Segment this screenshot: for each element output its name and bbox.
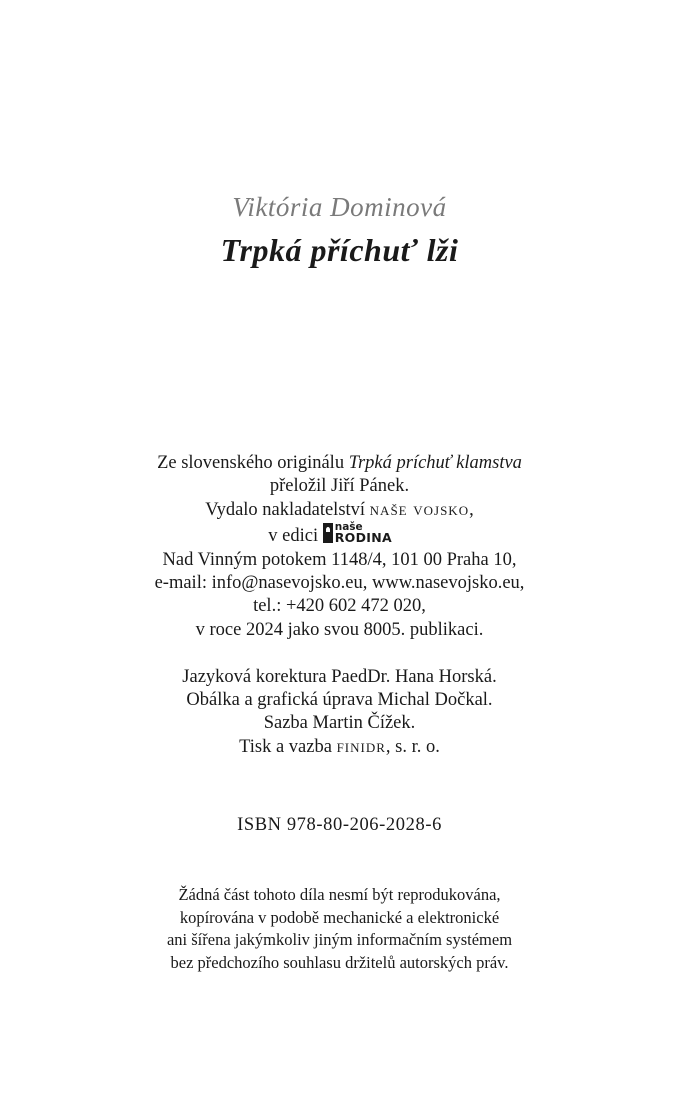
isbn: ISBN 978-80-206-2028-6: [237, 815, 442, 835]
original-line: [0, 452, 679, 475]
rights-line: bez předchozího souhlasu držitelů autorských práv.: [170, 952, 509, 972]
year-line: v roce 2024 jako svou 8005. publikaci.: [195, 619, 484, 640]
rights-line: kopírována v podobě mechanické a elektronické: [179, 907, 500, 927]
logo-mark-icon: [323, 523, 333, 543]
typesetting-line: Sazba Martin Čížek.: [263, 713, 416, 734]
edition-line: [0, 522, 679, 548]
rights-notice: [0, 884, 679, 974]
author-name: Viktória Dominová: [232, 192, 447, 222]
printer-name: finidr: [336, 736, 386, 757]
print-line: [0, 736, 679, 759]
publisher-name: naše vojsko: [369, 499, 470, 520]
original-title: Trpká príchuť klamstva: [348, 453, 522, 473]
rights-line: ani šířena jakýmkoliv jiným informačním systémem: [166, 930, 513, 950]
phone-line: tel.: +420 602 472 020,: [253, 596, 426, 617]
proofreading-line: Jazyková korektura PaedDr. Hana Horská.: [182, 666, 497, 687]
original-prefix: Ze slovenského originálu: [157, 453, 349, 473]
contact-line: e-mail: info@nasevojsko.eu, www.nasevojsko.eu,: [154, 573, 525, 594]
print-prefix: Tisk a vazba: [239, 736, 337, 757]
cover-line: Obálka a grafická úprava Michal Dočkal.: [186, 690, 493, 711]
edition-prefix: v edici: [268, 526, 323, 547]
address-line: Nad Vinným potokem 1148/4, 101 00 Praha 10,: [162, 549, 517, 570]
logo-line-1: naše: [334, 521, 363, 534]
translator-line: přeložil Jiří Pánek.: [269, 476, 410, 497]
colophon: [0, 452, 679, 759]
rights-line: Žádná část tohoto díla nesmí být reprodukována,: [178, 885, 501, 904]
nase-rodina-logo: [323, 522, 411, 544]
logo-line-2: RODINA: [334, 530, 392, 546]
publisher-line: [0, 499, 679, 522]
print-suffix: , s. r. o.: [385, 736, 440, 757]
publisher-prefix: Vydalo nakladatelství: [205, 499, 370, 520]
publisher-suffix: ,: [469, 499, 474, 520]
book-title: Trpká příchuť lži: [220, 232, 459, 268]
